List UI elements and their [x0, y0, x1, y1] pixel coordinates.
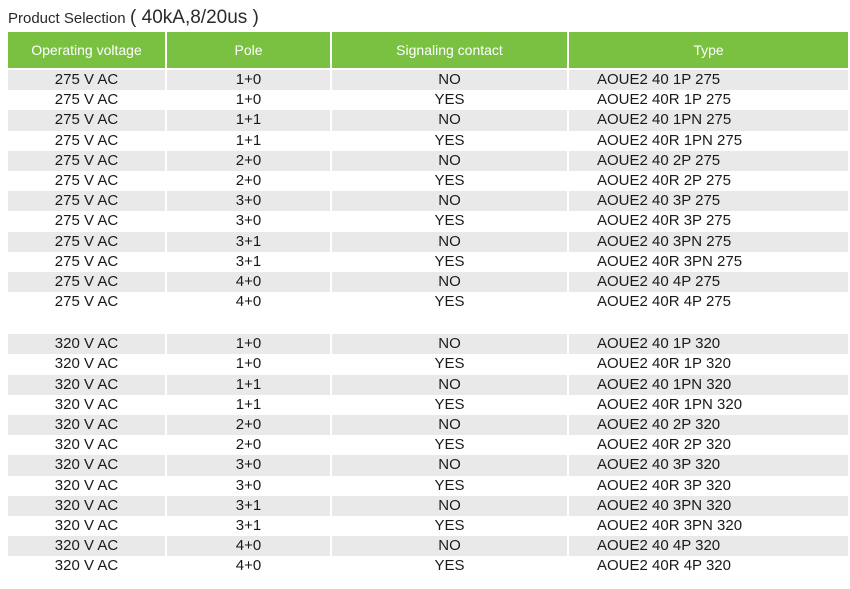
table-row — [8, 476, 842, 496]
operating-voltage-cell: 320 V AC — [8, 476, 165, 496]
signaling-contact-cell: YES — [332, 516, 567, 536]
type-cell: AOUE2 40 1P 275 — [569, 70, 848, 90]
table-row — [8, 211, 842, 231]
pole-cell: 3+1 — [167, 252, 330, 272]
signaling-contact-cell: YES — [332, 90, 567, 110]
table-row — [8, 171, 842, 191]
type-cell: AOUE2 40 3PN 275 — [569, 232, 848, 252]
signaling-contact-cell: NO — [332, 496, 567, 516]
table-row — [8, 252, 842, 272]
type-cell: AOUE2 40R 1PN 275 — [569, 131, 848, 151]
table-row — [8, 90, 842, 110]
type-cell: AOUE2 40R 4P 275 — [569, 292, 848, 312]
pole-cell: 2+0 — [167, 171, 330, 191]
pole-cell: 2+0 — [167, 435, 330, 455]
title-spec: ( 40kA,8/20us ) — [130, 7, 259, 28]
operating-voltage-cell: 275 V AC — [8, 232, 165, 252]
operating-voltage-cell: 320 V AC — [8, 395, 165, 415]
type-cell: AOUE2 40 3P 320 — [569, 455, 848, 475]
signaling-contact-cell: YES — [332, 476, 567, 496]
operating-voltage-cell: 275 V AC — [8, 191, 165, 211]
operating-voltage-cell: 320 V AC — [8, 375, 165, 395]
signaling-contact-cell: NO — [332, 415, 567, 435]
signaling-contact-cell: NO — [332, 536, 567, 556]
pole-cell: 1+0 — [167, 334, 330, 354]
type-cell: AOUE2 40 2P 275 — [569, 151, 848, 171]
signaling-contact-cell: YES — [332, 354, 567, 374]
header-operating-voltage: Operating voltage — [8, 32, 165, 68]
pole-cell: 4+0 — [167, 556, 330, 576]
operating-voltage-cell: 320 V AC — [8, 556, 165, 576]
operating-voltage-cell: 275 V AC — [8, 110, 165, 130]
operating-voltage-cell: 320 V AC — [8, 516, 165, 536]
table-row — [8, 110, 842, 130]
product-selection-table — [8, 32, 842, 577]
table-row — [8, 536, 842, 556]
pole-cell: 1+1 — [167, 395, 330, 415]
type-cell: AOUE2 40R 1P 275 — [569, 90, 848, 110]
table-row — [8, 272, 842, 292]
table-row — [8, 292, 842, 312]
signaling-contact-cell: NO — [332, 334, 567, 354]
type-cell: AOUE2 40 4P 275 — [569, 272, 848, 292]
signaling-contact-cell: YES — [332, 171, 567, 191]
type-cell: AOUE2 40R 2P 275 — [569, 171, 848, 191]
operating-voltage-cell: 320 V AC — [8, 354, 165, 374]
group-separator — [8, 312, 842, 334]
type-cell: AOUE2 40R 4P 320 — [569, 556, 848, 576]
type-cell: AOUE2 40 1PN 320 — [569, 375, 848, 395]
table-row — [8, 334, 842, 354]
pole-cell: 4+0 — [167, 272, 330, 292]
operating-voltage-cell: 320 V AC — [8, 496, 165, 516]
signaling-contact-cell: YES — [332, 395, 567, 415]
signaling-contact-cell: YES — [332, 556, 567, 576]
signaling-contact-cell: YES — [332, 211, 567, 231]
signaling-contact-cell: YES — [332, 435, 567, 455]
header-type: Type — [569, 32, 848, 68]
signaling-contact-cell: NO — [332, 110, 567, 130]
table-row — [8, 556, 842, 576]
type-cell: AOUE2 40R 3PN 275 — [569, 252, 848, 272]
pole-cell: 3+0 — [167, 191, 330, 211]
table-row — [8, 435, 842, 455]
operating-voltage-cell: 320 V AC — [8, 415, 165, 435]
operating-voltage-cell: 275 V AC — [8, 292, 165, 312]
type-cell: AOUE2 40R 2P 320 — [569, 435, 848, 455]
type-cell: AOUE2 40 3PN 320 — [569, 496, 848, 516]
pole-cell: 2+0 — [167, 151, 330, 171]
table-row — [8, 516, 842, 536]
operating-voltage-cell: 275 V AC — [8, 171, 165, 191]
table-row — [8, 151, 842, 171]
type-cell: AOUE2 40R 1P 320 — [569, 354, 848, 374]
operating-voltage-cell: 320 V AC — [8, 334, 165, 354]
signaling-contact-cell: NO — [332, 70, 567, 90]
operating-voltage-cell: 275 V AC — [8, 252, 165, 272]
pole-cell: 1+0 — [167, 70, 330, 90]
type-cell: AOUE2 40R 3P 275 — [569, 211, 848, 231]
type-cell: AOUE2 40R 1PN 320 — [569, 395, 848, 415]
type-cell: AOUE2 40R 3P 320 — [569, 476, 848, 496]
type-cell: AOUE2 40 2P 320 — [569, 415, 848, 435]
table-header — [8, 32, 842, 68]
table-row — [8, 354, 842, 374]
signaling-contact-cell: YES — [332, 292, 567, 312]
operating-voltage-cell: 275 V AC — [8, 70, 165, 90]
signaling-contact-cell: NO — [332, 375, 567, 395]
table-group — [8, 70, 842, 312]
table-row — [8, 455, 842, 475]
pole-cell: 1+0 — [167, 90, 330, 110]
pole-cell: 3+0 — [167, 211, 330, 231]
table-row — [8, 395, 842, 415]
pole-cell: 3+1 — [167, 516, 330, 536]
signaling-contact-cell: NO — [332, 191, 567, 211]
signaling-contact-cell: NO — [332, 151, 567, 171]
table-group — [8, 334, 842, 576]
pole-cell: 3+1 — [167, 232, 330, 252]
type-cell: AOUE2 40 4P 320 — [569, 536, 848, 556]
pole-cell: 1+1 — [167, 131, 330, 151]
operating-voltage-cell: 320 V AC — [8, 455, 165, 475]
operating-voltage-cell: 275 V AC — [8, 151, 165, 171]
operating-voltage-cell: 275 V AC — [8, 272, 165, 292]
operating-voltage-cell: 320 V AC — [8, 536, 165, 556]
operating-voltage-cell: 320 V AC — [8, 435, 165, 455]
signaling-contact-cell: YES — [332, 252, 567, 272]
operating-voltage-cell: 275 V AC — [8, 131, 165, 151]
signaling-contact-cell: NO — [332, 455, 567, 475]
pole-cell: 3+0 — [167, 476, 330, 496]
table-row — [8, 415, 842, 435]
page-title — [8, 6, 259, 30]
table-row — [8, 70, 842, 90]
pole-cell: 3+1 — [167, 496, 330, 516]
pole-cell: 1+1 — [167, 110, 330, 130]
title-label: Product Selection — [8, 10, 126, 27]
header-signaling-contact: Signaling contact — [332, 32, 567, 68]
operating-voltage-cell: 275 V AC — [8, 211, 165, 231]
table-row — [8, 496, 842, 516]
header-pole: Pole — [167, 32, 330, 68]
pole-cell: 4+0 — [167, 292, 330, 312]
signaling-contact-cell: NO — [332, 272, 567, 292]
pole-cell: 1+1 — [167, 375, 330, 395]
pole-cell: 1+0 — [167, 354, 330, 374]
operating-voltage-cell: 275 V AC — [8, 90, 165, 110]
type-cell: AOUE2 40 1PN 275 — [569, 110, 848, 130]
table-row — [8, 131, 842, 151]
type-cell: AOUE2 40R 3PN 320 — [569, 516, 848, 536]
type-cell: AOUE2 40 3P 275 — [569, 191, 848, 211]
signaling-contact-cell: NO — [332, 232, 567, 252]
pole-cell: 3+0 — [167, 455, 330, 475]
table-row — [8, 375, 842, 395]
table-row — [8, 191, 842, 211]
pole-cell: 2+0 — [167, 415, 330, 435]
table-row — [8, 232, 842, 252]
table-body — [8, 70, 842, 577]
pole-cell: 4+0 — [167, 536, 330, 556]
signaling-contact-cell: YES — [332, 131, 567, 151]
type-cell: AOUE2 40 1P 320 — [569, 334, 848, 354]
